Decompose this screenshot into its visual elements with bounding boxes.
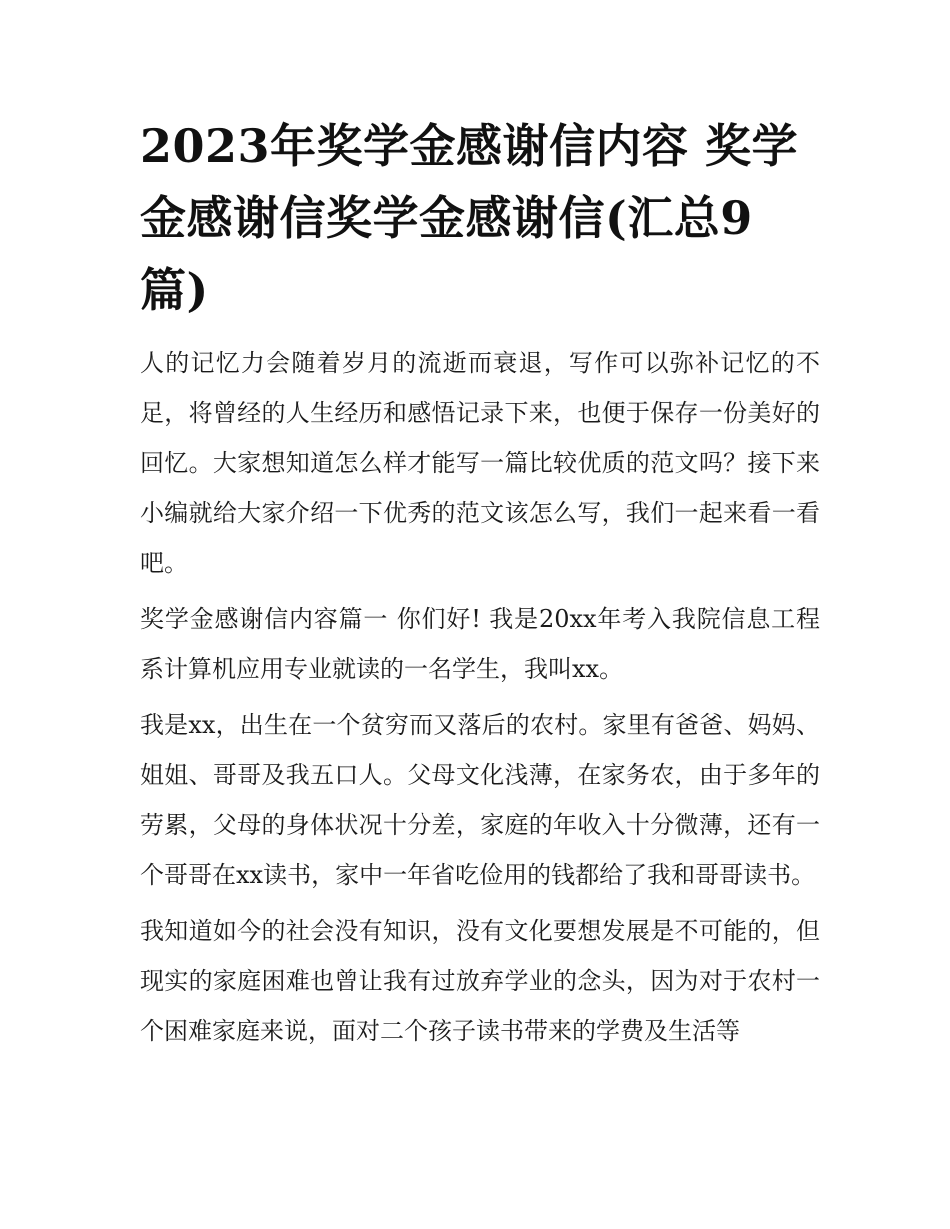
document-title: 2023年奖学金感谢信内容 奖学金感谢信奖学金感谢信(汇总9篇) [140, 119, 799, 317]
document-page [140, 110, 820, 1062]
paragraph-letter-opening: 奖学金感谢信内容篇一 你们好! 我是20xx年考入我院信息工程系计算机应用专业就读的一名学生，我叫xx。 [140, 605, 820, 683]
paragraph-intro: 人的记忆力会随着岁月的流逝而衰退，写作可以弥补记忆的不足，将曾经的人生经历和感悟记录下来，也便于保存一份美好的回忆。大家想知道怎么样才能写一篇比较优质的范文吗？接下来小编就给大家介绍一下优秀的范文该怎么写，我们一起来看一看吧。 [140, 349, 820, 577]
paragraph-family-background: 我是xx，出生在一个贫穷而又落后的农村。家里有爸爸、妈妈、姐姐、哥哥及我五口人。父母文化浅薄，在家务农，由于多年的劳累，父母的身体状况十分差，家庭的年收入十分微薄，还有一个哥哥在xx读书，家中一年省吃俭用的钱都给了我和哥哥读书。 [140, 711, 820, 889]
paragraph-education-struggle: 我知道如今的社会没有知识，没有文化要想发展是不可能的，但现实的家庭困难也曾让我有过放弃学业的念头，因为对于农村一个困难家庭来说，面对二个孩子读书带来的学费及生活等 [140, 917, 820, 1045]
